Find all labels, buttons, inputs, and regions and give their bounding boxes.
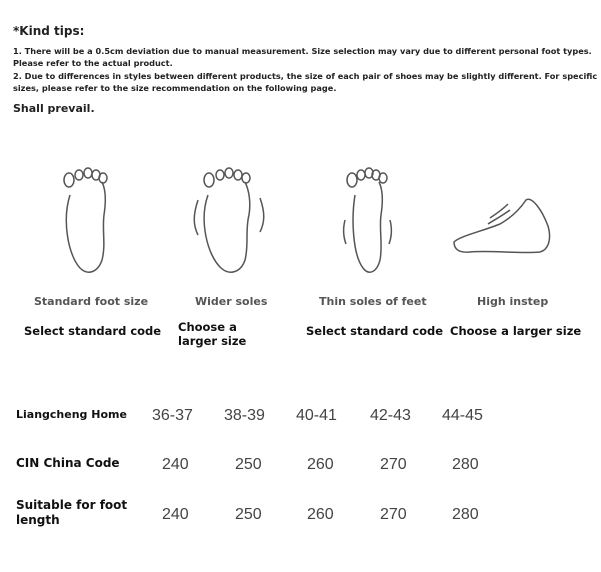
- size-cell: 270: [380, 456, 407, 473]
- high-instep-foot-icon: [450, 160, 560, 280]
- size-cell: 40-41: [296, 407, 337, 424]
- size-cell: 250: [235, 506, 262, 523]
- size-cell: 44-45: [442, 407, 483, 424]
- size-cell: 36-37: [152, 407, 193, 424]
- size-cell: 280: [452, 456, 479, 473]
- size-row-label: CIN China Code: [16, 456, 120, 470]
- size-row-label: Liangcheng Home: [16, 408, 127, 421]
- size-cell: 250: [235, 456, 262, 473]
- size-cell: 240: [162, 506, 189, 523]
- recommendation-wide: Choose a larger size: [178, 320, 247, 348]
- recommendation-thin: Select standard code: [306, 324, 444, 338]
- size-cell: 38-39: [224, 407, 265, 424]
- foot-type-label-thin: Thin soles of feet: [319, 295, 427, 308]
- tip-line-2: 2. Due to differences in styles between different products, the size of each pair of shoes may be slightly different. For specific sizes, please refer to the size recommendation on the following page.: [13, 71, 598, 93]
- size-cell: 270: [380, 506, 407, 523]
- size-cell: 260: [307, 506, 334, 523]
- wide-foot-icon: [173, 160, 283, 280]
- foot-type-label-high-instep: High instep: [477, 295, 549, 308]
- thin-foot-icon: [313, 160, 423, 280]
- recommendation-standard: Select standard code: [24, 324, 162, 338]
- size-cell: 280: [452, 506, 479, 523]
- standard-foot-icon: [32, 160, 142, 280]
- tips-title: *Kind tips:: [13, 24, 85, 38]
- size-cell: 42-43: [370, 407, 411, 424]
- tips-prevail: Shall prevail.: [13, 102, 95, 115]
- foot-type-label-wide: Wider soles: [195, 295, 268, 308]
- recommendation-high-instep: Choose a larger size: [450, 324, 582, 338]
- size-row-label: Suitable for foot length: [16, 498, 128, 527]
- size-cell: 260: [307, 456, 334, 473]
- foot-type-label-standard: Standard foot size: [34, 295, 149, 308]
- size-cell: 240: [162, 456, 189, 473]
- tip-line-1: 1. There will be a 0.5cm deviation due to manual measurement. Size selection may vary due to different personal foot types. Please refer to the actual product.: [13, 46, 592, 68]
